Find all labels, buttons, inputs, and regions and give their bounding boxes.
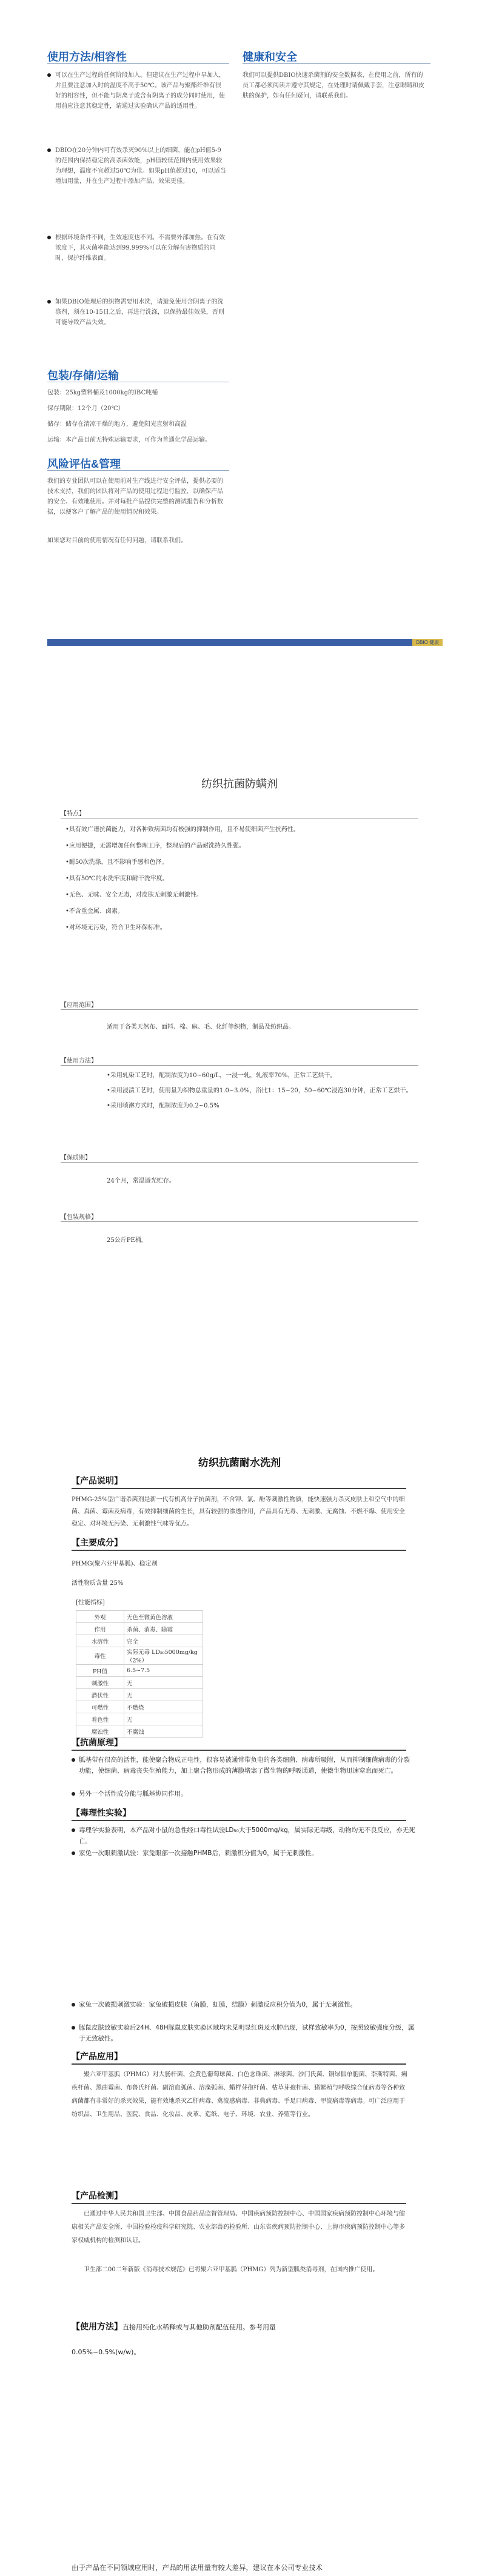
footer-note: 由于产品在不同领域应用时，产品的用法用量有较大差异，建议在本公司专业技术 [72,2563,323,2572]
principle-item: 胍基带有很高的活性，能使聚合物成正电性，很容易被通常带负电的各类细菌、病毒所吸附，从而抑制细菌病毒的分裂功能，使细菌、病毒丧失生殖能力，加上聚合物形成的薄膜堵塞了微生物的呼吸通道，使微生物迅速窒息而死亡。 [72,1754,416,1776]
scope-text: 适用于各类天然布、面料、棉、麻、毛、化纤等织物，制品及纺织品。 [107,1024,295,1031]
features-head: 【特点】 [61,811,85,817]
table-row: 着色性 无 [76,1713,203,1725]
packaging-line: 储存：储存在清凉干燥的地方，避免阳光直射和高温 [47,421,187,428]
table-row: 毒性 实际无毒 LD₅₀5000mg/kg（2%） [76,1647,203,1665]
scope-divider [61,1009,418,1010]
packaging-line: 运输：本产品目前无特殊运输要求，可作为普通化学品运输。 [47,437,211,443]
usage-text: 直接用纯化水稀释或与其他助剂配伍使用。参考用量 [122,2323,276,2331]
feature-item: •具有50℃的水洗牢度和耐干洗牢度。 [65,875,169,882]
method-head: 【使用方法】 [61,1058,97,1064]
principle-item: 另外一个活性成分能与胍基协同作用。 [72,1788,416,1799]
table-row: 潜伏性 无 [76,1689,203,1701]
table-row: 外观 无色至微黄色溶液 [76,1611,203,1623]
packaging-title: 包装/存储/运输 [47,370,119,382]
page-footer-bar [47,639,443,646]
usage-section [72,2320,411,2332]
usage-item: DBIO在20分钟内可有效杀灭90%以上的细菌，能在pH值5-9的范围内保持稳定的高杀菌效能，pH值较低范围内使用效果较为理想，温度不宜超过50℃为佳。如果pH值超过10，可以适当增加用量，并在生产过程中添加产品，效果更佳。 [47,145,226,187]
shelf-life-text: 24个月，常温避光贮存。 [107,1178,175,1184]
textile-washfast-title: 纺织抗菌耐水洗剂 [198,1457,281,1469]
testing-head: 【产品检测】 [72,2191,122,2201]
packaging-line: 保存期限：12个月（20℃） [47,405,124,412]
property-table [76,1610,203,1738]
textile-antimite-title: 纺织抗菌防螨剂 [201,778,278,791]
method-list [65,1070,412,1112]
property-table-title: [性能指标] [76,1599,105,1606]
feature-item: •应用便捷，无需增加任何整理工序，整理后的产品耐洗持久性强。 [65,843,245,849]
package-text: 25公斤PE桶。 [107,1237,147,1244]
method-item: •采用轧染工艺时，配制浓度为10~60g/L，一浸一轧，轧液率70%，正常工艺烘干。 [107,1072,337,1079]
risk-title-rule [47,470,229,471]
table-row: 刺激性 无 [76,1677,203,1689]
testing-rule [72,2203,406,2204]
usage-item: 可以在生产过程的任何阶段加入。但建议在生产过程中早加入，并且要注意加入时的温度不高于50℃。该产品与聚酯纤维有很好的相容性，但不能与阴离子或含有阴离子的成分同时使用，使用前应注意其稳定性，请通过实验确认产品的适用性。 [47,70,226,111]
table-row: 作用 杀菌、消毒、除霉 [76,1623,203,1635]
safety-title-rule [243,63,430,64]
scope-head: 【应用范围】 [61,1002,97,1009]
method-item: •采用喷淋方式时，配制浓度为0.2~0.5% [107,1103,219,1109]
toxicology-rule [72,1820,406,1821]
composition-rule [72,1550,406,1551]
application-head: 【产品应用】 [72,2052,122,2062]
method-divider [61,1065,418,1066]
shelf-life-divider [61,1162,418,1163]
usage-item: 根据环境条件不同，生效速度也不同。不需要外部加热。在有效浓度下，其灭菌率能达到99.999%可以在分解有害物质的同时，保护纤维表面。 [47,233,226,264]
safety-text: 我们可以提供DBIO快速杀菌剂的安全数据表，在使用之前，所有的员工都必须阅读并遵守其规定，在处理时请佩戴手套，注意眼睛和皮肤的保护，如有任何疑问，请联系我们。 [243,72,424,99]
feature-item: •无色、无味、安全无毒，对皮肤无刺激无刺激性。 [65,892,203,898]
shelf-life-head: 【保质期】 [61,1155,91,1161]
feature-item: •不含重金属、卤素。 [65,908,124,915]
feature-item: •对环境无污染，符合卫生环保标准。 [65,925,166,931]
principle-rule [72,1750,406,1751]
testing-paragraph: 卫生部二00二年新版《消毒技术规范》已将聚六亚甲基胍（PHMG）列为新型胍类消毒剂，在国内推广使用。 [84,2266,379,2273]
toxicology-head: 【毒理性实验】 [72,1808,131,1818]
usage-head: 【使用方法】 [72,2322,122,2332]
feature-item: •耐50次洗涤，且不影响手感和色泽。 [65,859,168,866]
toxicology-item: 毒理学实验表明，本产品对小鼠的急性经口毒性试验LD₅₀大于5000mg/kg，属实际无毒级，动物均无不良反应，亦无死亡。 [72,1825,416,1847]
product-head: 【产品说明】 [72,1476,122,1486]
packaging-line: 包装：25kg塑料桶及1000kg的IBC吨桶 [47,390,158,396]
testing-paragraph: 已通过中华人民共和国卫生部、中国食品药品监督管理局、中国疾病预防控制中心、中国国家疾病预防控制中心环境与健康相关产品安全所、中国检验检疫科学研究院、农业部兽药检验所、山东省疾病预防控制中心、上海市疾病预防控制中心等多家权威机构的检测和认证。 [72,2211,405,2244]
usage-title: 使用方法/相容性 [47,51,127,63]
toxicology-item: 豚鼠皮肤致敏实验后24H、48H豚鼠皮肤实验区域均未见明显红斑及水肿出现，试样致敏率为0，按照致敏强度分级，属于无致敏性。 [72,2022,416,2044]
table-row: 可燃性 不燃烧 [76,1701,203,1713]
product-rule [72,1488,406,1489]
package-divider [61,1221,418,1222]
usage-item: 如果DBIO处理后的织物需要用水洗，请避免使用含阴离子的洗涤剂，须在10-15日之后，再进行洗涤，以保持最佳效果，否则可能导致产品失效。 [47,297,226,328]
usage-dosage: 0.05%~0.5%(w/w)。 [72,2348,141,2356]
page-footer-tag: DBIO 健康 [412,639,443,646]
method-item: •采用浸渍工艺时，使用量为织物总重量的1.0~3.0%，浴比1：15~20，50~60℃浸泡30分钟，正常工艺烘干。 [107,1087,412,1094]
package-head: 【包装规格】 [61,1214,97,1221]
composition-line: 活性物质含量 25% [72,1580,124,1587]
table-row: 腐蚀性 不腐蚀 [76,1725,203,1738]
risk-paragraph: 如果您对目前的使用情况有任何问题，请联系我们。 [47,537,187,544]
risk-paragraph: 我们的专业团队可以在使用前对生产线进行安全评估，提供必要的技术支持，我们的团队将对产品的使用过程进行监控，以确保产品的安全、有效地使用。并对每批产品提供完整的测试报告和分析数据，以便客户了解产品的使用情况和效果。 [47,478,223,516]
toxicology-item: 家兔一次眼刺激试验：家兔眼部一次接触PHMB后，刺激积分值为0，属于无刺激性。 [72,1848,416,1859]
risk-title: 风险评估&管理 [47,458,121,470]
safety-title: 健康和安全 [243,51,297,63]
table-row: PH值 6.5~7.5 [76,1665,203,1677]
composition-line: PHMG(聚六亚甲基胍)、稳定剂 [72,1561,158,1567]
application-text: 聚六亚甲基胍（PHMG）对大肠杆菌、金黄色葡萄球菌、白色念珠菌、淋球菌、沙门氏菌、铜绿假单胞菌、李斯特菌、痢疾杆菌、黑曲霉菌、布鲁氏杆菌、副溶血弧菌、溶藻弧菌、蜡样芽孢杆菌、枯草芽孢杆菌、猪繁殖与呼吸综合征病毒等各种致病菌都有非常好的杀灭效果，能有效地杀灭乙肝病毒、禽流感病毒、非典病毒、手足口病毒、甲流病毒等病毒。可广泛应用于纺织品、卫生用品、医院、食品、化妆品、皮革、造纸、电子、环境、农业、养殖等行业。 [72,2071,407,2118]
usage-title-rule [47,63,229,64]
product-text: PHMG-25%型广谱杀菌剂是新一代有机高分子抗菌剂，不含钾、氯、酚等刺激性物质，能快速强力杀灭皮肤上和空气中的细菌、真菌、霉菌及病毒，有效抑制细菌的生长，具有较强的渗透作用，产品具有无毒、无刺激、无腐蚀、不燃不爆、使用安全稳定、对环境无污染、无刺激性气味等优点。 [72,1496,405,1527]
principle-head: 【抗菌原理】 [72,1738,122,1748]
features-list [65,824,411,934]
feature-item: •具有效广谱抗菌能力，对各种致病菌均有极强的抑制作用，且不易使细菌产生抗药性。 [65,826,300,833]
table-row: 水溶性 完全 [76,1635,203,1647]
toxicology-item: 家兔一次破损刺激实验：家兔破损皮肤（角膜，虹膜，结膜）刺激反应积分值为0，属于无刺激性。 [72,1999,416,2010]
application-rule [72,2063,406,2065]
composition-head: 【主要成分】 [72,1538,122,1548]
